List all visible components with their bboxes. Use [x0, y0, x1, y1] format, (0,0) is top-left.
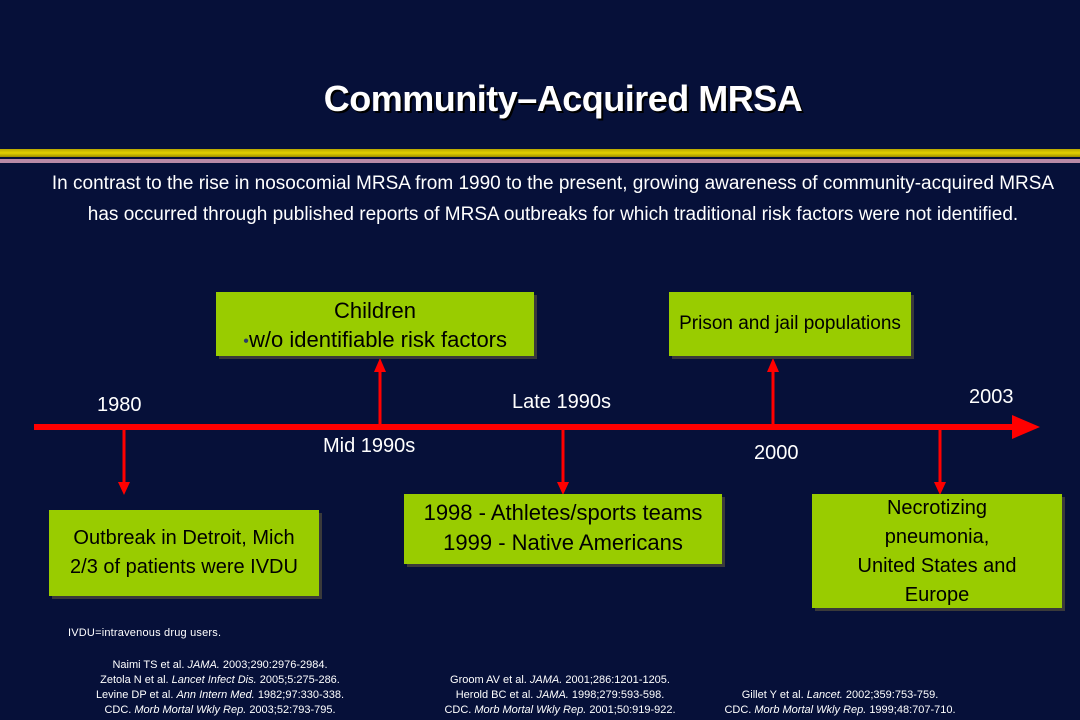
references-col-3: [700, 688, 980, 718]
ref-item: CDC. Morb Mortal Wkly Rep. 2003;52:793-795.: [104, 704, 336, 716]
box-prison: [669, 292, 911, 356]
box-detroit: [49, 510, 319, 596]
ref-item: Naimi TS et al. JAMA. 2003;290:2976-2984.: [112, 659, 328, 671]
references-col-1: [70, 658, 370, 718]
ref-item: Zetola N et al. Lancet Infect Dis. 2005;5:275-286.: [100, 674, 340, 686]
intro-paragraph: In contrast to the rise in nosocomial MRSA from 1990 to the present, growing awareness of community-acquired MRSA has occurred through published reports of MRSA outbreaks for which traditional risk factors were not identified.: [51, 173, 1055, 225]
box-necrotizing: [812, 494, 1062, 608]
label-2000: 2000: [754, 442, 799, 464]
slide-title: Community–Acquired MRSA: [323, 78, 803, 119]
box-children-line2-wrap: [216, 325, 534, 356]
ref-item: CDC. Morb Mortal Wkly Rep. 2001;50:919-922.: [444, 704, 676, 716]
label-mid-1990s: Mid 1990s: [323, 435, 416, 457]
box-children-line1: Children: [334, 298, 416, 323]
box-children-line2: w/o identifiable risk factors: [249, 327, 508, 352]
box-detroit-line1: Outbreak in Detroit, Mich: [73, 527, 295, 549]
box-children: [216, 292, 534, 356]
ref-item: Herold BC et al. JAMA. 1998;279:593-598.: [455, 689, 665, 701]
ref-item: CDC. Morb Mortal Wkly Rep. 1999;48:707-710.: [724, 704, 956, 716]
timeline-arrowhead: [1012, 415, 1040, 439]
box-prison-text: Prison and jail populations: [679, 313, 901, 334]
bullet-icon: ●: [242, 335, 250, 347]
footnote-ivdu: IVDU=intravenous drug users.: [68, 627, 222, 639]
ref-item: Levine DP et al. Ann Intern Med. 1982;97:330-338.: [95, 689, 345, 701]
label-1980: 1980: [97, 394, 142, 416]
box-necro-line1: Necrotizing: [886, 497, 988, 519]
box-detroit-line2: 2/3 of patients were IVDU: [70, 556, 298, 578]
label-late-1990s: Late 1990s: [512, 391, 611, 413]
box-athletes-line2: 1999 - Native Americans: [443, 530, 683, 555]
ref-item: Gillet Y et al. Lancet. 2002;359:753-759.: [741, 689, 939, 701]
label-2003: 2003: [969, 386, 1014, 408]
references-col-2: [410, 673, 710, 718]
ref-item: Groom AV et al. JAMA. 2001;286:1201-1205.: [450, 674, 670, 686]
box-necro-line4: Europe: [904, 584, 970, 606]
box-athletes: [404, 494, 722, 564]
box-athletes-line1: 1998 - Athletes/sports teams: [423, 500, 703, 525]
box-necro-line3: United States and: [857, 555, 1017, 577]
box-necro-line2: pneumonia,: [884, 526, 990, 548]
